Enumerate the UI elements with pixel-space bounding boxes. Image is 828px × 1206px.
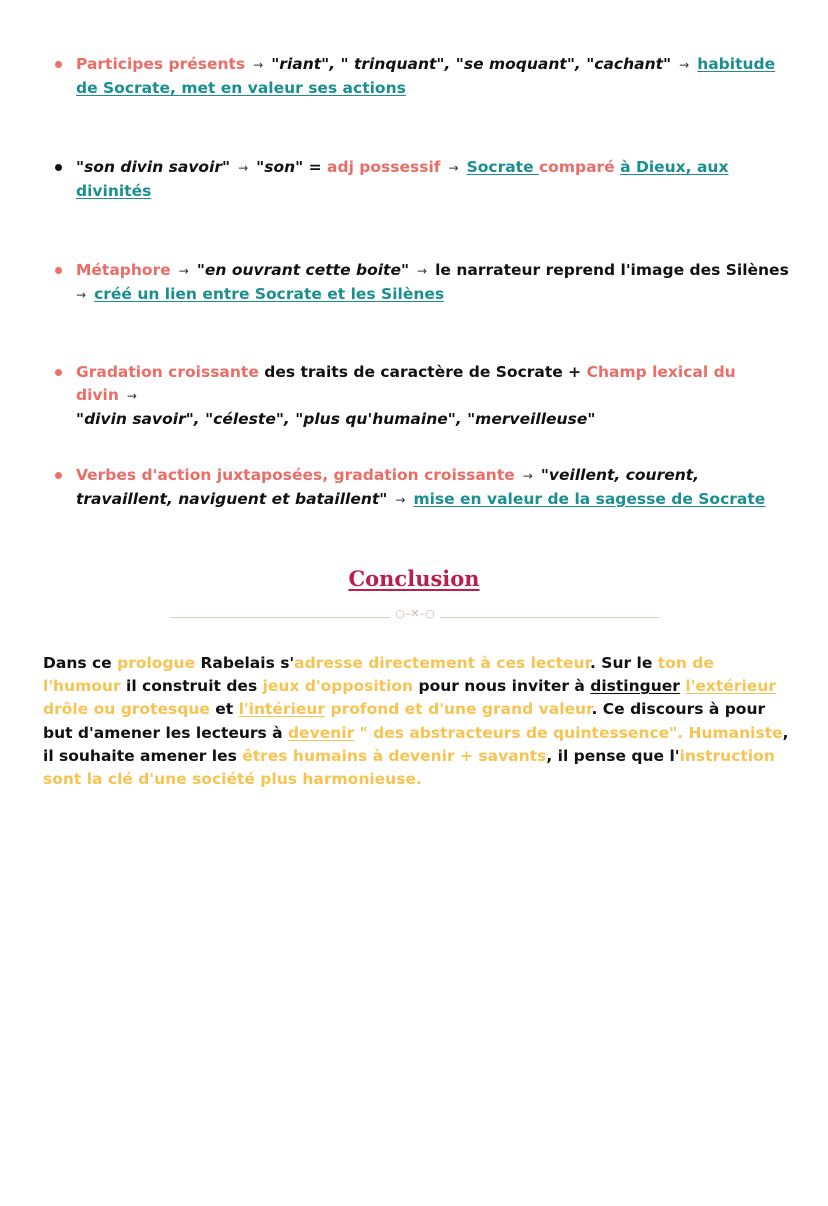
flourish-icon: ○–✕–○	[395, 607, 435, 620]
conclusion-heading: Conclusion	[348, 566, 480, 591]
bullet-gradation	[76, 361, 796, 431]
conclusion-segment: " des abstracteurs de quintessence". Humaniste	[354, 723, 783, 742]
bullet-dot	[55, 61, 62, 68]
term-gradation: Gradation croissante	[76, 363, 259, 381]
conclusion-segment: devenir	[288, 723, 355, 742]
conclusion-paragraph	[43, 652, 793, 791]
conclusion-segment: ton de l'humour	[43, 654, 714, 696]
explanation-text: des traits de caractère de Socrate +	[258, 363, 587, 381]
quote-text: "son"	[256, 158, 304, 176]
arrow-icon: →	[522, 469, 533, 483]
conclusion-segment: instruction sont la clé d'une société plus harmonieuse.	[43, 746, 775, 789]
arrow-icon: →	[679, 58, 690, 72]
conclusion-segment: . Sur le	[590, 654, 658, 672]
conclusion-segment: pour nous inviter à	[413, 677, 591, 696]
conclusion-segment: . Ce discours à pour but d'amener les lecteurs à	[43, 700, 766, 742]
conclusion-segment: êtres humains à devenir + savants	[242, 746, 547, 765]
conclusion-segment: l'intérieur	[238, 700, 326, 719]
conclusion-segment: l'extérieur	[685, 677, 776, 696]
equals-text: =	[303, 158, 328, 176]
quote-text: "veillent, courent, travaillent, naviguent et bataillent"	[76, 466, 700, 508]
term-participes: Participes présents	[76, 55, 246, 73]
quote-text: "son divin savoir"	[76, 158, 231, 176]
bullet-dot	[55, 369, 62, 376]
bullet-dot	[55, 164, 62, 171]
term-champ-lexical: Champ lexical du divin	[76, 363, 736, 404]
analysis-text: à Dieux, aux divinités	[76, 158, 729, 200]
conclusion-segment: Rabelais s'	[195, 654, 295, 672]
analysis-text: Socrate	[466, 158, 539, 176]
bullet-metaphore	[76, 259, 796, 307]
quote-text: "en ouvrant cette boite"	[196, 261, 410, 279]
conclusion-segment: , il souhaite amener les	[43, 723, 789, 765]
arrow-icon: →	[178, 264, 189, 278]
bullet-dot	[55, 472, 62, 479]
conclusion-segment: et	[209, 700, 239, 719]
conclusion-segment: profond et d'une grand valeur	[325, 700, 592, 719]
conclusion-segment: adresse directement à ces lecteur	[294, 654, 591, 672]
term-adj-possessif: adj possessif	[327, 158, 441, 176]
conclusion-segment: drôle ou grotesque	[43, 700, 210, 719]
analysis-text: habitude de Socrate, met en valeur ses actions	[76, 55, 776, 97]
ornament-divider	[170, 607, 660, 623]
arrow-icon: →	[238, 161, 249, 175]
term-metaphore: Métaphore	[76, 261, 171, 279]
conclusion-segment: Dans ce	[43, 654, 118, 672]
bullet-participes	[76, 53, 796, 100]
conclusion-segment: il construit des	[120, 677, 263, 696]
conclusion-segment: , il pense que l'	[546, 746, 680, 765]
arrow-icon: →	[253, 58, 264, 72]
explanation-text: le narrateur reprend l'image des Silènes	[435, 261, 789, 279]
conclusion-segment: prologue	[117, 654, 196, 672]
arrow-icon: →	[126, 389, 137, 403]
conclusion-segment: jeux d'opposition	[262, 677, 414, 696]
arrow-icon: →	[417, 264, 428, 278]
bullet-verbes-action	[76, 464, 796, 512]
bullet-dot	[55, 267, 62, 274]
arrow-icon: →	[395, 493, 406, 507]
term-verbes: Verbes d'action juxtaposées, gradation croissante	[76, 466, 515, 484]
analysis-text: mise en valeur de la sagesse de Socrate	[413, 490, 766, 508]
quote-text: "divin savoir", "céleste", "plus qu'humaine", "merveilleuse"	[76, 410, 596, 428]
bullet-divin-savoir	[76, 156, 796, 203]
analysis-text: créé un lien entre Socrate et les Silènes	[94, 285, 445, 303]
quote-text: "riant", " trinquant", "se moquant", "cachant"	[271, 55, 672, 73]
conclusion-segment: distinguer	[590, 677, 680, 696]
arrow-icon: →	[448, 161, 459, 175]
term-compare: comparé	[538, 158, 621, 176]
arrow-icon: →	[76, 288, 87, 302]
